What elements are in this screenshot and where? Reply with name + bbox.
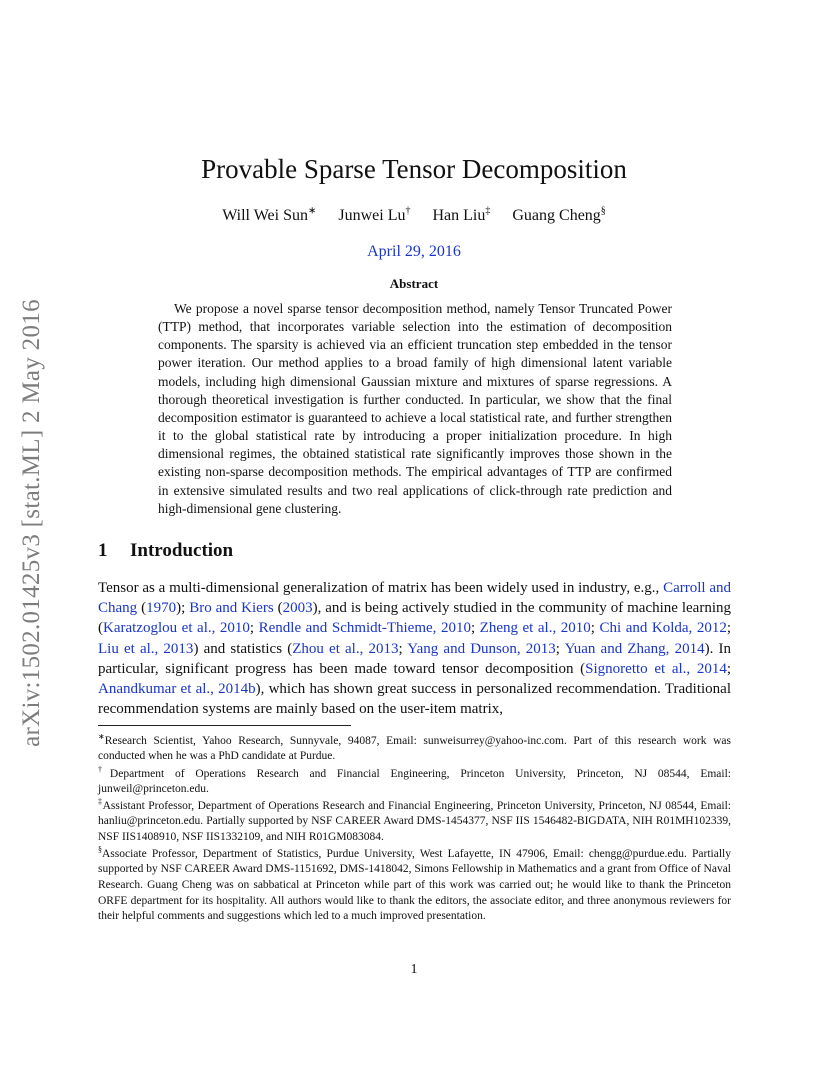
citation-link[interactable]: 1970	[146, 600, 177, 617]
citation-link[interactable]: Rendle and Schmidt-Thieme, 2010	[258, 620, 471, 637]
page-number: 1	[410, 962, 418, 977]
intro-paragraph: Tensor as a multi-dimensional generalization of matrix has been widely used in industry, e.g., Carroll and Chang (1970); Bro and Kiers (2003), and is being actively studied in the community of machine learning (Karatzoglou et al., 2010; Rendle and Schmidt-Thieme, 2010; Zheng et al., 2010; Chi and Kolda, 2012; Liu et al., 2013) and statistics (Zhou et al., 2013; Yang and Dunson, 2013; Yuan and Zhang, 2014). In particular, significant progress has been made toward tensor decomposition (Signoretto et al., 2014; Anandkumar et al., 2014b), which has shown great success in personalized recommendation. Traditional recommendation systems are mainly based on the user-item matrix,	[98, 580, 732, 718]
footnote: †Department of Operations Research and Financial Engineering, Princeton University, Princeton, NJ 08544, Email: junweil@princeton.edu.	[98, 765, 731, 796]
arxiv-id-label: arXiv:1502.01425v3 [stat.ML] 2 May 2016	[18, 298, 45, 747]
citation-link[interactable]: Yuan and Zhang, 2014	[564, 640, 705, 657]
author: Junwei Lu†	[338, 206, 411, 225]
abstract-text: We propose a novel sparse tensor decomposition method, namely Tensor Truncated Power (TTP) method, that incorporates variable selection into the estimation of decomposition components. The sparsity is achieved via an efficient truncation step embedded in the tensor power iteration. Our method applies to a broad family of high dimensional latent variable models, including high dimensional Gaussian mixture and mixtures of sparse regressions. A thorough theoretical investigation is further conducted. In particular, we show that the final decomposition estimator is guaranteed to achieve a local statistical rate, and further strengthen it to the global statistical rate by introducing a proper initialization procedure. In high dimensional regimes, the obtained statistical rate significantly improves those shown in the existing non-sparse decomposition methods. The empirical advantages of TTP are confirmed in extensive simulated results and two real applications of click-through rate prediction and high-dimensional gene clustering.	[158, 301, 672, 516]
citation-link[interactable]: Liu et al., 2013	[98, 640, 194, 657]
citation-link[interactable]: 2003	[282, 600, 313, 617]
abstract-heading: Abstract	[389, 276, 439, 291]
footnote: §Associate Professor, Department of Statistics, Purdue University, West Lafayette, IN 47906, Email: chengg@purdue.edu. Partially supported by NSF CAREER Award DMS-1151692, DMS-1418042, Simons Fellowship in Mathematics and a grant from Office of Naval Research. Guang Cheng was on sabbatical at Princeton while part of this work was carried out; he would like to thank the Princeton ORFE department for its hospitality. All authors would like to thank the editors, the associate editor, and three anonymous reviewers for their helpful comments and suggestions which led to a much improved presentation.	[98, 845, 731, 923]
citation-link[interactable]: Karatzoglou et al., 2010	[103, 620, 250, 637]
citation-link[interactable]: Bro and Kiers	[189, 600, 274, 617]
author: Will Wei Sun∗	[222, 206, 317, 225]
section-title: Introduction	[130, 540, 234, 561]
citation-link[interactable]: Signoretto et al., 2014	[585, 660, 727, 677]
citation-link[interactable]: Chi and Kolda, 2012	[599, 620, 727, 637]
section-heading	[98, 540, 233, 562]
citation-link[interactable]: Yang and Dunson, 2013	[407, 640, 556, 657]
footnote: ‡Assistant Professor, Department of Operations Research and Financial Engineering, Princeton University, Princeton, NJ 08544, Email: hanliu@princeton.edu. Partially supported by NSF CAREER Award DMS-1454377, NSF IIS 1546482-BIGDATA, NIH R01MH102339, NSF IIS1408910, NSF IIS1332109, and NIH R01GM083084.	[98, 797, 732, 844]
footnote-divider	[98, 725, 351, 726]
arxiv-sidebar-stamp	[12, 280, 52, 765]
citation-link[interactable]: Carroll and Chang	[98, 580, 731, 617]
author-list	[0, 206, 828, 225]
author: Han Liu‡	[432, 206, 491, 225]
citation-link[interactable]: Anandkumar et al., 2014b	[98, 681, 256, 698]
citation-link[interactable]: Zheng et al., 2010	[479, 620, 591, 637]
section-number: 1	[98, 540, 108, 561]
author: Guang Cheng§	[512, 206, 606, 225]
paper-date: April 29, 2016	[367, 243, 461, 260]
citation-link[interactable]: Zhou et al., 2013	[292, 640, 399, 657]
footnote: ∗Research Scientist, Yahoo Research, Sunnyvale, 94087, Email: sunweisurrey@yahoo-inc.com. Part of this research work was conducted when he was a PhD candidate at Purdue.	[98, 732, 731, 763]
paper-title: Provable Sparse Tensor Decomposition	[201, 154, 627, 184]
